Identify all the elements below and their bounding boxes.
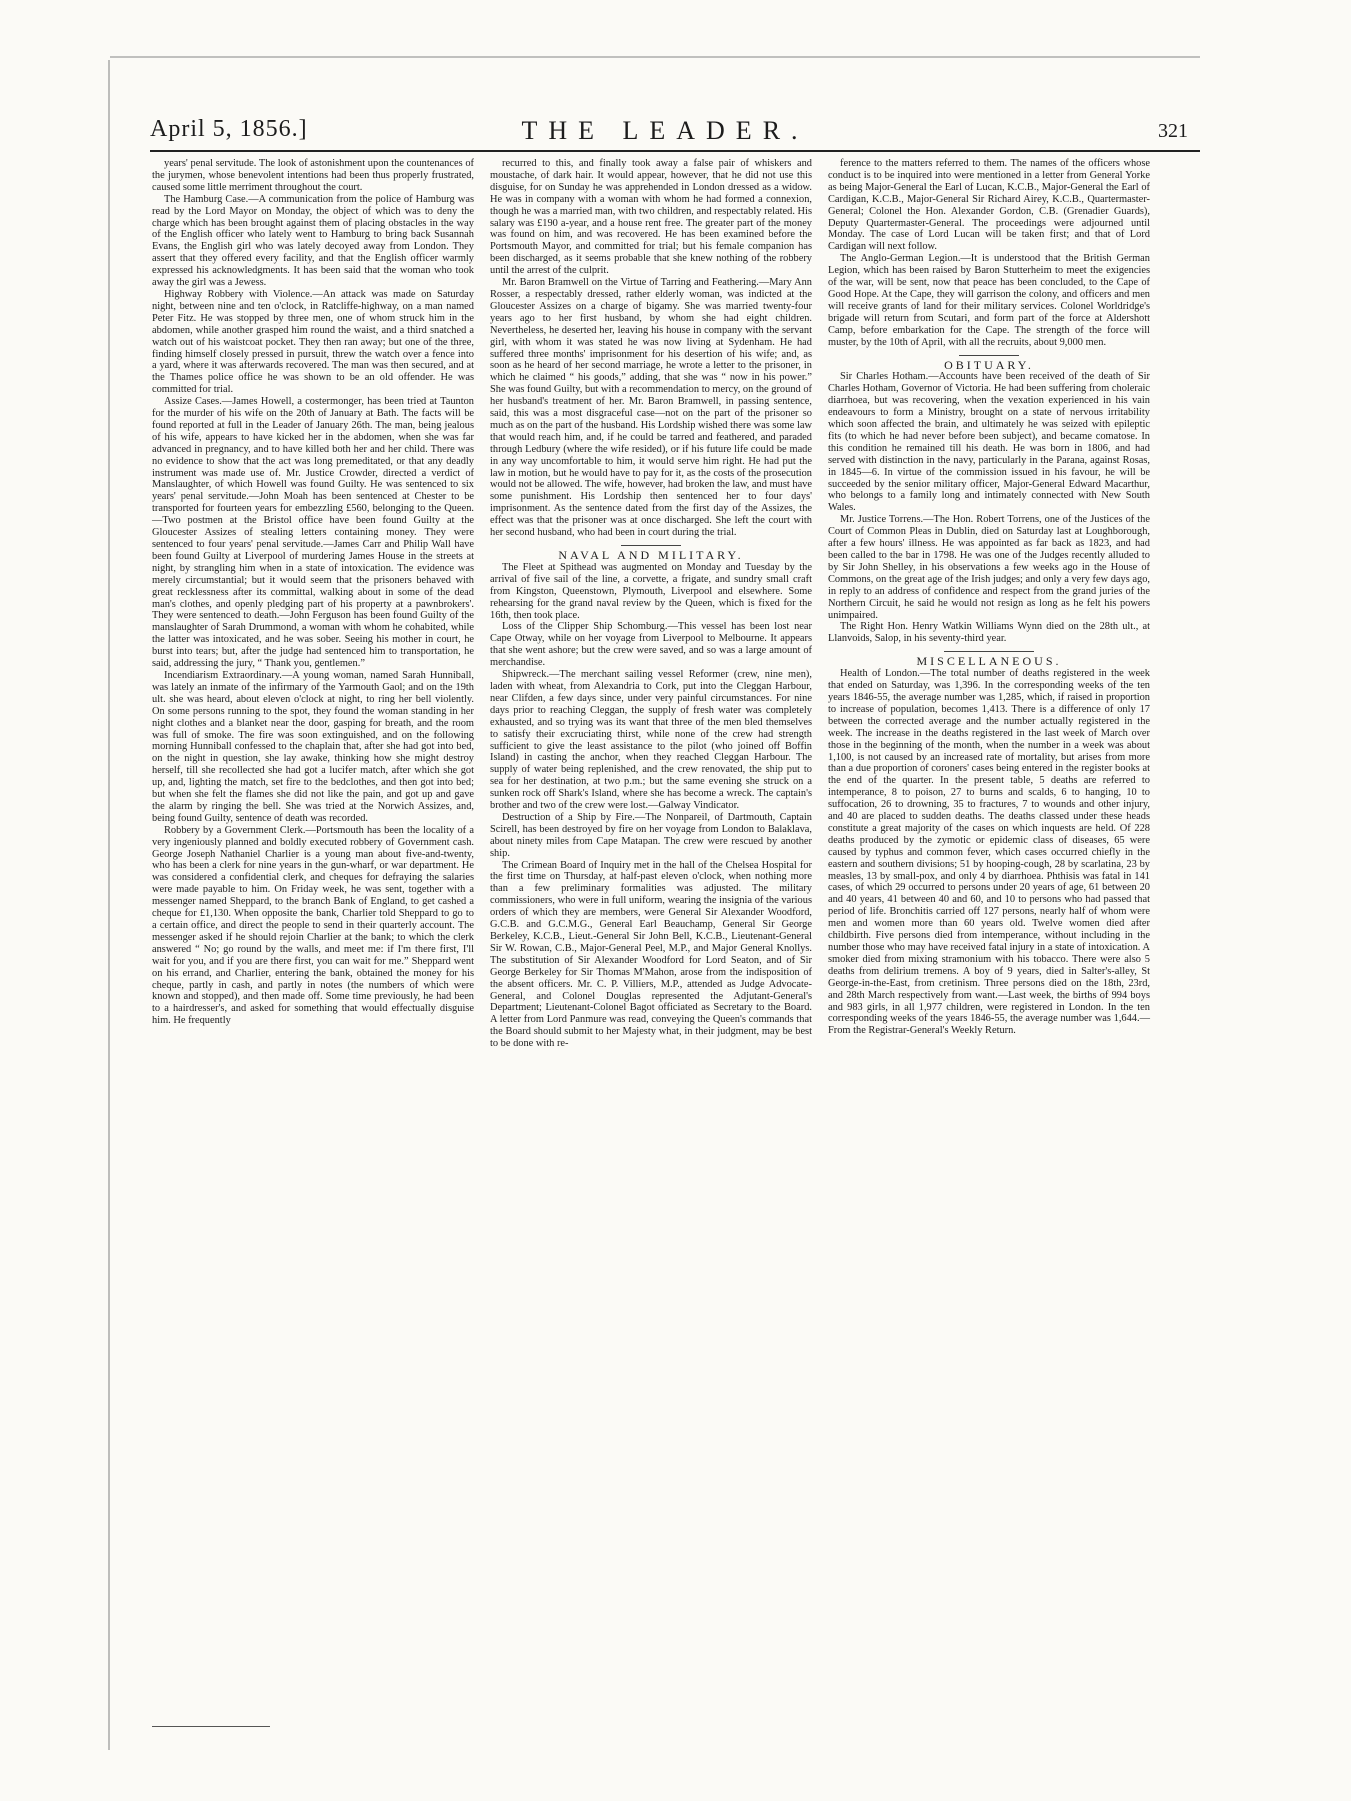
paragraph-fleet-spithead: The Fleet at Spithead was augmented on Monday and Tuesday by the arrival of five sail of the line, a corvette, a frigate, and sundry small craft from Kingston, Queenstown, Plymouth, Liverpool and elsewhere. Some rehearsing for the grand naval review by the Queen, which is fixed for the 16th, then took place. [490, 561, 812, 621]
section-divider [621, 545, 681, 546]
paragraph-hamburg-case: The Hamburg Case.—A communication from the police of Hamburg was read by the Lord Mayor on Monday, the object of which was to deny the charge which has been brought against them of placing obstacles in the way of the English officer who lately went to Hamburg to bring back Susannah Evans, the English girl who was lately decoyed away from London. They assert that they offered every facility, and that the English officer warmly expressed his acknowledgments. It has been said that the woman who took away the girl was a Jewess. [152, 193, 474, 289]
page-number: 321 [1158, 120, 1188, 142]
paragraph: ference to the matters referred to them. The names of the officers whose conduct is to be inquired into were mentioned in a letter from General Yorke as being Major-General the Earl of Lucan, K.C.B., Major-General the Earl of Cardigan, K.C.B., Major-General Sir Richard Airey, K.C.B., Quartermaster-General; Colonel the Hon. Alexander Gordon, C.B. (Grenadier Guards), Deputy Quartermaster-General. The proceedings were adjourned until Monday. The case of Lord Lucan will be taken first; and that of Lord Cardigan will next follow. [828, 158, 1150, 253]
section-heading-naval: NAVAL AND MILITARY. [558, 548, 744, 562]
section-divider [944, 651, 1034, 652]
header-rule [150, 150, 1200, 152]
paragraph-ship-fire: Destruction of a Ship by Fire.—The Nonpareil, of Dartmouth, Captain Scirell, has been destroyed by fire on her voyage from London to Balaklava, about ninety miles from Cape Matapan. The crew were rescued by another ship. [490, 811, 812, 859]
paragraph-clipper-ship: Loss of the Clipper Ship Schomburg.—This vessel has been lost near Cape Otway, while on her voyage from Liverpool to Melbourne. It appears that she went ashore; but the crew were saved, and so was a large amount of merchandise. [490, 621, 812, 669]
paragraph-anglo-german-legion: The Anglo-German Legion.—It is understood that the British German Legion, which has been raised by Baron Stutterheim to meet the exigencies of the war, will be sent, now that peace has been concluded, to the Cape of Good Hope. At the Cape, they will garrison the colony, and officers and men will receive grants of land for their military services. Colonel Worldridge's brigade will return from Scutari, and form part of the force at Aldershott Camp, before embarkation for the Cape. The strength of the force will muster, by the 10th of April, with all the recruits, about 9,000 men. [828, 253, 1150, 348]
paragraph: recurred to this, and finally took away a false pair of whiskers and moustache, of dark hair. It would appear, however, that he did not use this disguise, for on Sunday he was apprehended in London dressed as a widow. He was in company with a woman with whom he had formed a connexion, though he was a married man, with two children, and respectably related. His salary was £190 a-year, and a house rent free. The greater part of the money was found on him, and was recovered. He has been examined before the Portsmouth Mayor, and committed for trial; but his female companion has been discharged, as it seems probable that she knew nothing of the robbery until the arrest of the culprit. [490, 158, 812, 277]
paragraph-baron-bramwell: Mr. Baron Bramwell on the Virtue of Tarring and Feathering.—Mary Ann Rosser, a respectably dressed, rather elderly woman, was indicted at the Gloucester Assizes on a charge of bigamy. She was married twenty-four years ago to her first husband, by whom she had eight children. Nevertheless, he deserted her, leaving his house in company with the servant girl, with whom it was stated he was now living at Sydenham. He had suffered three months' imprisonment for his desertion of his wife; and, as soon as he heard of her second marriage, he wrote a letter to the prisoner, in which he claimed “ his goods,” adding, that she was “ now in his power.” She was found Guilty, but with a recommendation to mercy, on the ground of her husband's treatment of her. Mr. Baron Bramwell, in passing sentence, said, this was a most disgraceful case—not on the part of the prisoner so much as on the part of the husband. His Lordship wished there was some law that would reach him, and, if he could be tarred and feathered, and paraded through Ledbury (where the wife resided), or if his future life could be made in any way uncomfortable to him, it would serve him right. He had put the law in motion, but he would have to pay for it, as the costs of the prosecution would not be allowed. The wife, however, had broken the law, and must have some punishment. His Lordship then sentenced her to four days' imprisonment. As the sentence dated from the first day of the Assizes, the effect was that the prisoner was at once discharged. She left the court with her second husband, who had been in court during the trial. [490, 277, 812, 539]
paragraph-incendiarism: Incendiarism Extraordinary.—A young woman, named Sarah Hunniball, was lately an inmate of the infirmary of the Yarmouth Gaol; and on the 19th ult. she was heard, about eleven o'clock at night, to ring her bell violently. On some persons running to the spot, they found the woman standing in her night clothes and a blanket near the door, gasping for breath, and the room was full of smoke. The fire was soon extinguished, and on the following morning Hunniball confessed to the chaplain that, after she had got into bed, on the night in question, she lay awake, thinking how she might destroy herself, till she recollected she had got a lucifer match, after which she got up, and, lighting the match, set fire to the bedclothes, and then got into bed; but when she felt the flames she did not like the pain, and got up and gave the alarm by ringing the bell. She was tried at the Norwich Assizes, and, being found Guilty, sentence of death was recorded. [152, 669, 474, 824]
section-heading-miscellaneous: MISCELLANEOUS. [916, 654, 1062, 669]
column-2 [490, 158, 812, 1050]
section-divider [959, 355, 1019, 356]
column-1 [152, 158, 474, 1027]
scan-edge-top [110, 56, 1200, 58]
scan-edge-left [108, 60, 110, 1750]
paragraph-shipwreck: Shipwreck.—The merchant sailing vessel Reformer (crew, nine men), laden with wheat, from Alexandria to Cork, put into the Cleggan Harbour, near Clifden, a few days since, under very painful circumstances. For nine days prior to reaching Cleggan, the supply of fresh water was completely exhausted, and so trying was its want that three of the men bled themselves to satisfy their excruciating thirst, while none of the crew had strength sufficient to give the least assistance to the pilot (who joined off Boffin Island) in casting the anchor, when they reached Cleggan Harbour. The supply of water being replenished, and the crew renovated, the ship put to sea for her destination, at two p.m.; but the same evening she struck on a sunken rock off Shark's Island, where she has become a wreck. The captain's brother and two of the crew were lost.—Galway Vindicator. [490, 669, 812, 812]
paragraph-justice-torrens: Mr. Justice Torrens.—The Hon. Robert Torrens, one of the Justices of the Court of Common Pleas in Dublin, died on Saturday last at Loughborough, after a few hours' illness. He was appointed as far back as 1823, and had been called to the bar in 1798. He was one of the Judges recently alluded to by Sir John Shelley, in his observations a few weeks ago in the House of Commons, on the great age of the Irish judges; and only a very few days ago, in reply to an address of confidence and respect from the grand juries of the Northern Circuit, he said he would not resign as long as he felt his powers unimpaired. [828, 514, 1150, 621]
paragraph-crimean-board: The Crimean Board of Inquiry met in the hall of the Chelsea Hospital for the first time on Thursday, at half-past eleven o'clock, when nothing more than a few preliminary formalities was adjusted. The military commissioners, who were in full uniform, wearing the insignia of the various orders of which they are members, were General Sir Alexander Woodford, G.C.B. and G.C.M.G., General Earl Beauchamp, General Sir George Berkeley, K.C.B., Lieut.-General Sir John Bell, K.C.B., Lieutenant-General Sir W. Rowan, C.B., Major-General Peel, M.P., and Major General Knollys. The substitution of Sir Alexander Woodford for Lord Seaton, and of Sir George Berkeley for Sir Thomas M'Mahon, arose from the indisposition of the absent officers. Mr. C. P. Villiers, M.P., attended as Judge Advocate-General, and Colonel Douglas represented the Adjutant-General's Department; Lieutenant-Colonel Bagot officiated as Secretary to the Board. A letter from Lord Panmure was read, conveying the Queen's commands that the Board should submit to her Majesty what, in their judgment, may be best to be done with re- [490, 859, 812, 1050]
column-3 [828, 158, 1150, 1037]
section-heading-obituary: OBITUARY. [944, 357, 1034, 372]
paragraph-health-of-london: Health of London.—The total number of deaths registered in the week that ended on Saturday, was 1,396. In the corresponding weeks of the ten years 1846-55, the average number was 1,285, which, if raised in proportion to increase of population, becomes 1,413. There is a difference of only 17 between the corrected average and the number actually registered in the week. The increase in the deaths registered in the last week of March over those in the beginning of the month, when the number in a week was about 1,100, is not caused by an increased rate of mortality, but arises from more than a due proportion of coroners' cases being entered in the register books at the end of the quarter. In the present table, 5 deaths are referred to intemperance, 8 to poison, 27 to burns and scalds, 6 to hanging, 10 to suffocation, 26 to drowning, 35 to fractures, 7 to wounds and other injury, and 40 are placed to sudden deaths. The deaths classed under these heads constitute a great majority of the cases on which inquests are held. Of 228 deaths produced by the zymotic or epidemic class of diseases, 65 were caused by typhus and common fever, which cases occurred chiefly in the eastern and southern divisions; 51 by hooping-cough, 28 by scarlatina, 23 by measles, 13 by small-pox, and only 4 by diarrhoea. Phthisis was fatal in 141 cases, of which 29 occurred to persons under 20 years of age, 61 between 20 and 40 years, 41 between 40 and 60, and 10 to persons who had passed that period of life. Bronchitis carried off 127 persons, nearly half of whom were men and women more than 60 years old. Twelve women died after childbirth. Five persons died from intemperance, without including in the number those who may have received fatal injury in a state of intoxication. A smoker died from mixing stramonium with his tobacco. There were also 5 deaths from delirium tremens. A boy of 9 years, died in Salter's-alley, St George-in-the-East, from cretinism. Three persons died on the 18th, 23rd, and 28th March respectively from want.—Last week, the births of 994 boys and 983 girls, in all 1,977 children, were registered in London. In the ten corresponding weeks of the years 1846-55, the average number was 1,644.—From the Registrar-General's Weekly Return. [828, 668, 1150, 1037]
paragraph-government-clerk: Robbery by a Government Clerk.—Portsmouth has been the locality of a very ingeniously planned and boldly executed robbery of Government cash. George Joseph Nathaniel Charlier is a young man about five-and-twenty, who has been a clerk for nine years in the gun-wharf, or war department. He was considered a confidential clerk, and cheques for defraying the salaries were made payable to him. On Friday week, he was sent, together with a messenger named Sheppard, to the branch Bank of England, to get cashed a cheque for £1,130. When opposite the bank, Charlier told Sheppard to go to a certain office, and direct the people to send in their quarterly account. The messenger asked if he should rejoin Charlier at the bank; to which the clerk answered “ No; go round by the walls, and meet me: if I'm there first, I'll wait for you, and if you are there first, you can wait for me.” Sheppard went on his errand, and Charlier, entering the bank, obtained the money for his cheque, partly in cash, and partly in notes (the numbers of which were known and stopped), and then made off. Some time previously, he had been to a hairdresser's, and asked for something that would effectually disguise him. He frequently [152, 824, 474, 1027]
paragraph-charles-hotham: Sir Charles Hotham.—Accounts have been received of the death of Sir Charles Hotham, Governor of Victoria. He had been suffering from choleraic diarrhoea, but was recovering, when the vexation experienced in his vain endeavours to form a Ministry, brought on a state of nervous irritability which soon affected the brain, and ultimately he was seized with epileptic fits (to which he had never before been subject), and became comatose. In this condition he remained till his death. He was born in 1806, and had served with distinction in the navy, particularly in the Parana, against Rosas, in 1845—6. In virtue of the commission issued in his favour, he will be succeeded by the senior military officer, Major-General Edward Macarthur, who belongs to a family long and intimately connected with New South Wales. [828, 371, 1150, 514]
paragraph-assize-cases: Assize Cases.—James Howell, a costermonger, has been tried at Taunton for the murder of his wife on the 20th of January at Bath. The facts will be found reported at full in the Leader of January 26th. The man, being jealous of his wife, appears to have kicked her in the abdomen, when she was far advanced in pregnancy, and to have killed both her and her child. There was no evidence to show that the act was long premeditated, or that any deadly instrument was made use of. Mr. Justice Crowder, directed a verdict of Manslaughter, of which Howell was found Guilty. He was sentenced to six years' penal servitude.—John Moah has been sentenced at Chester to be transported for fourteen years for embezzling £560, belonging to the Queen.—Two postmen at the Bristol office have been found Guilty at the Gloucester Assizes of stealing letters containing money. They were sentenced to four years' penal servitude.—James Carr and Philip Wall have been found Guilty at Liverpool of murdering James House in the streets at night, by strangling him when in a state of intoxication. The evidence was merely circumstantial; but it would seem that the prisoners behaved with great recklessness after its committal, walking about in some of the dead man's clothes, and openly pledging part of his property at a pawnbrokers'. They were sentenced to death.—John Ferguson has been found Guilty of the manslaughter of Sarah Drummond, a woman with whom he cohabited, while the latter was intoxicated, and he was sober. Seeing his mother in court, he burst into tears; but, after the judge had sentenced him to transportation, he said, addressing the jury, “ Thank you, gentlemen.” [152, 396, 474, 670]
paragraph: years' penal servitude. The look of astonishment upon the countenances of the jurymen, whose benevolent intentions had been thus properly frustrated, caused some little merriment throughout the court. [152, 158, 474, 193]
footer-rule [152, 1726, 270, 1727]
paragraph-highway-robbery: Highway Robbery with Violence.—An attack was made on Saturday night, between nine and ten o'clock, in Ratcliffe-highway, on a man named Peter Fitz. He was stopped by three men, one of whom struck him in the abdomen, while another grasped him round the waist, and a third snatched a watch out of his waistcoat pocket. They then ran away; but one of the three, finding himself closely pressed in pursuit, threw the watch over a fence into a yard, where it was afterwards recovered. The man was then secured, and at the Thames police office he was shown to be an old offender. He was committed for trial. [152, 288, 474, 396]
page-header [130, 108, 1200, 148]
paragraph-williams-wynn: The Right Hon. Henry Watkin Williams Wynn died on the 28th ult., at Llanvoids, Salop, in his seventy-third year. [828, 621, 1150, 645]
issue-date: April 5, 1856.] [150, 116, 308, 142]
newspaper-title: THE LEADER. [521, 116, 809, 145]
